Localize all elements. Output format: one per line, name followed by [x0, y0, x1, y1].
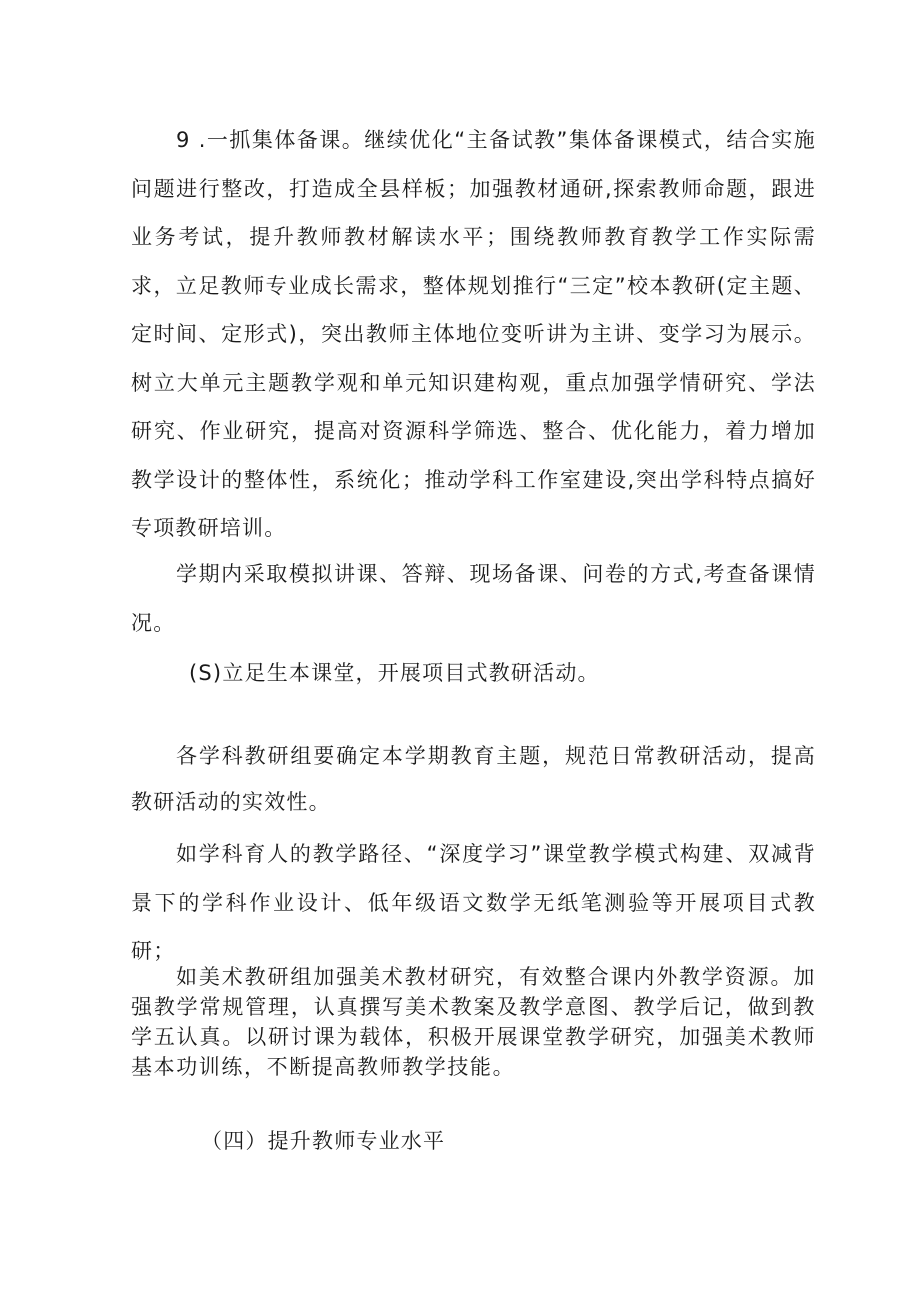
section-heading-teacher-development: （四）提升教师专业水平: [201, 1129, 446, 1153]
paragraph-collective-lesson-prep: 9 .一抓集体备课。继续优化“主备试教”集体备课模式，结合实施问题进行整改，打造成全县样板；加强教材通研,探索教师命题，跟进业务考试，提升教师教材解读水平；围绕教师教育教学工作实际需求，立足教师专业成长需求，整体规划推行“三定”校本教研(定主题、定时间、定形式)，突出教师主体地位变听讲为主讲、变学习为展示。树立大单元主题教学观和单元知识建构观，重点加强学情研究、学法研究、作业研究，提高对资源科学筛选、整合、优化能力，着力增加教学设计的整体性，系统化；推动学科工作室建设,突出学科特点搞好专项教研培训。: [131, 128, 816, 540]
paragraph-project-examples: 如学科育人的教学路径、“深度学习”课堂教学模式构建、双减背景下的学科作业设计、低年级语文数学无纸笔测验等开展项目式教研；: [131, 842, 816, 963]
paragraph-research-theme: 各学科教研组要确定本学期教育主题，规范日常教研活动，提高教研活动的实效性。: [131, 744, 816, 814]
paragraph-art-group: 如美术教研组加强美术教材研究，有效整合课内外教学资源。加强教学常规管理，认真撰写美术教案及教学意图、教学后记，做到教学五认真。以研讨课为载体，积极开展课堂教学研究，加强美术教师基本功训练，不断提高教师教学技能。: [131, 965, 816, 1079]
paragraph-heading-project-research: (S)立足生本课堂，开展项目式教研活动。: [189, 661, 600, 685]
paragraph-lesson-prep-assessment: 学期内采取模拟讲课、答辩、现场备课、问卷的方式,考查备课情况。: [131, 562, 816, 635]
